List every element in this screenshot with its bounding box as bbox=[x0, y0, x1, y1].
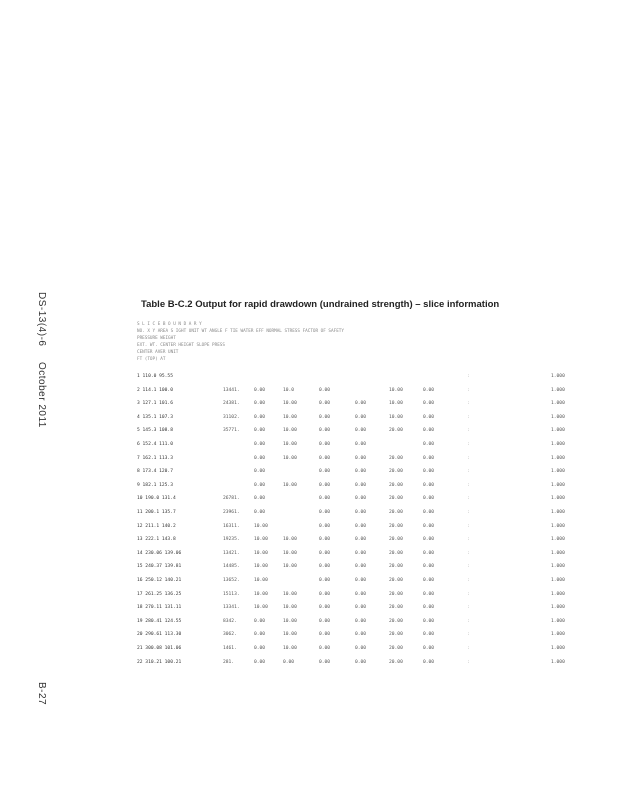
table-cell: 1.000 bbox=[551, 550, 565, 556]
table-cell: 1.000 bbox=[551, 605, 565, 611]
column-divider: : bbox=[467, 428, 470, 434]
table-cell: 31102. bbox=[223, 414, 240, 420]
table-cell: 0.00 bbox=[254, 646, 266, 651]
table-cell: 0.00 bbox=[254, 618, 266, 624]
table-cell: 20 290.61 113.30 bbox=[137, 632, 182, 638]
table-cell: 13341. bbox=[223, 605, 240, 611]
table-cell: 1.000 bbox=[551, 646, 565, 651]
table-cell: 0.00 bbox=[423, 428, 435, 434]
table-cell: 0.00 bbox=[423, 591, 435, 597]
table-cell: 13441. bbox=[223, 387, 240, 393]
table-cell: 23961. bbox=[223, 510, 240, 515]
table-cell: 0.00 bbox=[319, 618, 331, 624]
table-cell: 10.00 bbox=[283, 537, 297, 543]
table-cell: 22 310.21 100.21 bbox=[137, 659, 182, 665]
table-cell: 0.00 bbox=[254, 428, 266, 434]
table-cell: 20.00 bbox=[389, 605, 403, 611]
table-cell: 15 240.37 139.81 bbox=[137, 564, 182, 570]
table-cell: 0.00 bbox=[319, 428, 331, 434]
slice-information-table bbox=[137, 322, 615, 667]
table-cell: 1.000 bbox=[551, 482, 565, 488]
table-cell: 10.00 bbox=[389, 401, 403, 407]
header-line: S L I C E B O U N D A R Y bbox=[137, 322, 202, 327]
table-cell: 20.00 bbox=[389, 578, 403, 583]
table-cell: 6 152.4 111.0 bbox=[137, 442, 173, 447]
table-cell: 0.00 bbox=[254, 401, 266, 407]
table-cell: 0.00 bbox=[355, 428, 367, 434]
table-cell: 10.00 bbox=[283, 401, 297, 407]
column-divider: : bbox=[467, 537, 470, 543]
table-cell: 281. bbox=[223, 659, 235, 665]
table-cell: 10.00 bbox=[389, 387, 403, 393]
column-divider: : bbox=[467, 387, 470, 393]
table-cell: 0.00 bbox=[355, 550, 367, 556]
table-cell: 10.00 bbox=[254, 523, 268, 529]
table-cell: 0.00 bbox=[319, 442, 331, 447]
table-cell: 0.00 bbox=[319, 550, 331, 556]
table-cell: 0.00 bbox=[423, 469, 435, 475]
column-divider: : bbox=[467, 374, 470, 379]
table-cell: 20.00 bbox=[389, 564, 403, 570]
column-divider: : bbox=[467, 414, 470, 420]
table-cell: 12 211.1 140.2 bbox=[137, 523, 176, 529]
table-cell: 0.00 bbox=[254, 659, 266, 665]
header-line: NO. X Y AREA S IGHT UNIT WT ANGLE F TIE WATER EFF NORMAL STRESS FACTOR OF SAFETY bbox=[137, 329, 344, 334]
table-cell: 18 270.11 131.11 bbox=[137, 605, 182, 611]
table-cell: 0.00 bbox=[319, 659, 331, 665]
table-cell: 10.00 bbox=[254, 564, 268, 570]
column-divider: : bbox=[467, 523, 470, 529]
column-divider: : bbox=[467, 618, 470, 624]
table-cell: 0.00 bbox=[355, 564, 367, 570]
table-cell: 10.00 bbox=[283, 591, 297, 597]
table-cell: 1.000 bbox=[551, 414, 565, 420]
table-cell: 0.00 bbox=[319, 387, 331, 393]
table-cell: 0.00 bbox=[283, 659, 295, 665]
table-cell: 20.00 bbox=[389, 496, 403, 502]
table-title: Table B-C.2 Output for rapid drawdown (undrained strength) – slice information bbox=[141, 299, 500, 310]
header-line: FT (TOP) AT bbox=[137, 357, 166, 362]
table-cell: 0.00 bbox=[355, 537, 367, 543]
table-cell: 1.000 bbox=[551, 659, 565, 665]
table-cell: 7 162.1 113.3 bbox=[137, 455, 173, 461]
table-cell: 1.000 bbox=[551, 537, 565, 543]
table-cell: 20.00 bbox=[389, 537, 403, 543]
table-cell: 1.000 bbox=[551, 442, 565, 447]
column-divider: : bbox=[467, 659, 470, 665]
table-cell: 1.000 bbox=[551, 401, 565, 407]
table-cell: 20.00 bbox=[389, 632, 403, 638]
table-cell: 10.00 bbox=[283, 605, 297, 611]
table-cell: 0.00 bbox=[319, 605, 331, 611]
table-cell: 0.00 bbox=[355, 455, 367, 461]
column-divider: : bbox=[467, 455, 470, 461]
table-cell: 3062. bbox=[223, 632, 237, 638]
table-cell: 1.000 bbox=[551, 578, 565, 583]
table-cell: 0.00 bbox=[254, 387, 266, 393]
table-cell: 0.00 bbox=[319, 401, 331, 407]
column-divider: : bbox=[467, 469, 470, 475]
header-line: EXT. WT. CENTER HEIGHT SLOPE PRESS bbox=[137, 343, 225, 348]
table-cell: 1.000 bbox=[551, 510, 565, 515]
table-cell: 0.00 bbox=[355, 469, 367, 475]
table-cell: 0.00 bbox=[254, 632, 266, 638]
column-divider: : bbox=[467, 564, 470, 570]
table-cell: 0.00 bbox=[254, 455, 266, 461]
table-cell: 10.00 bbox=[254, 605, 268, 611]
table-cell: 1.000 bbox=[551, 632, 565, 638]
table-cell: 0.00 bbox=[355, 632, 367, 638]
table-cell: 0.00 bbox=[319, 469, 331, 475]
table-cell: 4 135.1 107.3 bbox=[137, 414, 173, 420]
table-cell: 1.000 bbox=[551, 428, 565, 434]
table-cell: 16311. bbox=[223, 523, 240, 529]
table-cell: 10.00 bbox=[283, 428, 297, 434]
table-cell: 0.00 bbox=[319, 632, 331, 638]
table-cell: 20.00 bbox=[389, 428, 403, 434]
table-cell: 0.00 bbox=[319, 455, 331, 461]
table-cell: 20.00 bbox=[389, 482, 403, 488]
table-cell: 0.00 bbox=[423, 646, 435, 651]
page-number: B-27 bbox=[36, 682, 47, 706]
table-cell: 0.00 bbox=[355, 482, 367, 488]
table-cell: 1.000 bbox=[551, 523, 565, 529]
table-cell: 0.00 bbox=[423, 510, 435, 515]
table-cell: 19 280.41 124.55 bbox=[137, 618, 182, 624]
table-cell: 1.000 bbox=[551, 564, 565, 570]
table-cell: 21 300.08 101.06 bbox=[137, 646, 182, 651]
table-cell: 10.00 bbox=[283, 550, 297, 556]
table-cell: 0.00 bbox=[423, 455, 435, 461]
table-cell: 20.00 bbox=[389, 646, 403, 651]
table-cell: 20.00 bbox=[389, 455, 403, 461]
column-divider: : bbox=[467, 496, 470, 502]
table-cell: 0.00 bbox=[423, 578, 435, 583]
table-cell: 20.00 bbox=[389, 550, 403, 556]
column-divider: : bbox=[467, 632, 470, 638]
table-cell: 1.000 bbox=[551, 374, 565, 379]
table-cell: 0.00 bbox=[355, 496, 367, 502]
table-cell: 0.00 bbox=[355, 659, 367, 665]
table-cell: 0.00 bbox=[423, 537, 435, 543]
table-cell: 1 110.0 95.55 bbox=[137, 374, 173, 379]
table-cell: 0.00 bbox=[355, 442, 367, 447]
column-divider: : bbox=[467, 510, 470, 515]
table-cell: 0.00 bbox=[423, 442, 435, 447]
table-cell: 10.00 bbox=[254, 550, 268, 556]
table-cell: 26781. bbox=[223, 496, 240, 502]
table-cell: 24381. bbox=[223, 401, 240, 407]
table-cell: 1.000 bbox=[551, 469, 565, 475]
table-cell: 10.0 bbox=[283, 387, 295, 393]
table-cell: 16 250.12 140.21 bbox=[137, 578, 182, 583]
table-cell: 0.00 bbox=[254, 510, 266, 515]
table-cell: 0.00 bbox=[355, 591, 367, 597]
table-cell: 0.00 bbox=[423, 401, 435, 407]
table-cell: 20.00 bbox=[389, 659, 403, 665]
table-cell: 0.00 bbox=[423, 523, 435, 529]
column-divider: : bbox=[467, 401, 470, 407]
table-cell: 2 114.1 100.0 bbox=[137, 387, 173, 393]
table-cell: 0.00 bbox=[254, 496, 266, 502]
table-cell: 0.00 bbox=[355, 414, 367, 420]
table-cell: 0.00 bbox=[319, 414, 331, 420]
table-cell: 0.00 bbox=[319, 646, 331, 651]
table-cell: 0.00 bbox=[319, 537, 331, 543]
column-divider: : bbox=[467, 550, 470, 556]
column-divider: : bbox=[467, 578, 470, 583]
table-cell: 20.00 bbox=[389, 510, 403, 515]
table-cell: 20.00 bbox=[389, 469, 403, 475]
table-cell: 10 190.0 131.4 bbox=[137, 496, 176, 502]
table-cell: 0.00 bbox=[423, 564, 435, 570]
header-line: CENTER AVER UNIT bbox=[137, 350, 179, 355]
document-id: DS-13(4)-6 bbox=[36, 292, 47, 347]
table-cell: 1.000 bbox=[551, 387, 565, 393]
table-cell: 0.00 bbox=[319, 523, 331, 529]
table-cell: 20.00 bbox=[389, 523, 403, 529]
table-cell: 0.00 bbox=[319, 591, 331, 597]
column-divider: : bbox=[467, 605, 470, 611]
table-cell: 0.00 bbox=[319, 510, 331, 515]
table-cell: 0.00 bbox=[355, 605, 367, 611]
table-cell: 11 200.1 135.7 bbox=[137, 510, 176, 515]
table-cell: 10.00 bbox=[283, 632, 297, 638]
header-line: PRESSURE WEIGHT bbox=[137, 336, 176, 341]
table-cell: 0.00 bbox=[319, 482, 331, 488]
table-cell: 0.00 bbox=[355, 401, 367, 407]
table-cell: 0.00 bbox=[254, 442, 266, 447]
table-cell: 10.00 bbox=[254, 578, 268, 583]
table-cell: 1.000 bbox=[551, 455, 565, 461]
table-cell: 13652. bbox=[223, 578, 240, 583]
table-cell: 0.00 bbox=[423, 618, 435, 624]
table-cell: 3 127.1 101.6 bbox=[137, 401, 173, 407]
table-cell: 0.00 bbox=[423, 605, 435, 611]
table-cell: 0.00 bbox=[319, 496, 331, 502]
table-cell: 10.00 bbox=[283, 646, 297, 651]
table-cell: 0.00 bbox=[423, 550, 435, 556]
column-divider: : bbox=[467, 482, 470, 488]
table-cell: 1461. bbox=[223, 646, 237, 651]
table-cell: 8342. bbox=[223, 618, 237, 624]
table-cell: 10.00 bbox=[283, 442, 297, 447]
table-cell: 20.00 bbox=[389, 618, 403, 624]
table-cell: 14 230.06 139.06 bbox=[137, 550, 182, 556]
table-cell: 0.00 bbox=[423, 414, 435, 420]
table-cell: 0.00 bbox=[355, 523, 367, 529]
column-divider: : bbox=[467, 442, 470, 447]
table-cell: 10.00 bbox=[283, 564, 297, 570]
table-cell: 10.00 bbox=[283, 455, 297, 461]
table-cell: 8 173.4 120.7 bbox=[137, 469, 173, 475]
table-cell: 19235. bbox=[223, 537, 240, 543]
table-cell: 0.00 bbox=[254, 482, 266, 488]
table-cell: 0.00 bbox=[319, 578, 331, 583]
table-cell: 0.00 bbox=[423, 387, 435, 393]
table-cell: 0.00 bbox=[355, 510, 367, 515]
table-cell: 0.00 bbox=[319, 564, 331, 570]
table-cell: 0.00 bbox=[355, 618, 367, 624]
table-cell: 0.00 bbox=[423, 632, 435, 638]
table-cell: 17 261.25 136.25 bbox=[137, 591, 182, 597]
table-cell: 15113. bbox=[223, 591, 240, 597]
column-divider: : bbox=[467, 646, 470, 651]
table-cell: 0.00 bbox=[355, 646, 367, 651]
table-cell: 10.00 bbox=[254, 591, 268, 597]
document-date: October 2011 bbox=[36, 362, 47, 428]
table-cell: 13 222.1 143.8 bbox=[137, 537, 176, 543]
table-cell: 10.00 bbox=[283, 482, 297, 488]
table-cell: 1.000 bbox=[551, 618, 565, 624]
table-cell: 10.00 bbox=[389, 414, 403, 420]
table-cell: 14485. bbox=[223, 564, 240, 570]
table-cell: 5 145.3 108.8 bbox=[137, 428, 173, 434]
table-cell: 0.00 bbox=[355, 578, 367, 583]
table-cell: 9 182.1 125.3 bbox=[137, 482, 173, 488]
table-cell: 13421. bbox=[223, 550, 240, 556]
table-cell: 10.00 bbox=[283, 618, 297, 624]
column-divider: : bbox=[467, 591, 470, 597]
table-cell: 35771. bbox=[223, 428, 240, 434]
table-cell: 10.00 bbox=[283, 414, 297, 420]
table-cell: 0.00 bbox=[423, 659, 435, 665]
table-cell: 0.00 bbox=[254, 414, 266, 420]
table-cell: 0.00 bbox=[423, 496, 435, 502]
table-cell: 1.000 bbox=[551, 496, 565, 502]
table-cell: 10.00 bbox=[254, 537, 268, 543]
table-cell: 0.00 bbox=[423, 482, 435, 488]
table-cell: 20.00 bbox=[389, 591, 403, 597]
table-cell: 1.000 bbox=[551, 591, 565, 597]
table-cell: 0.00 bbox=[254, 469, 266, 475]
